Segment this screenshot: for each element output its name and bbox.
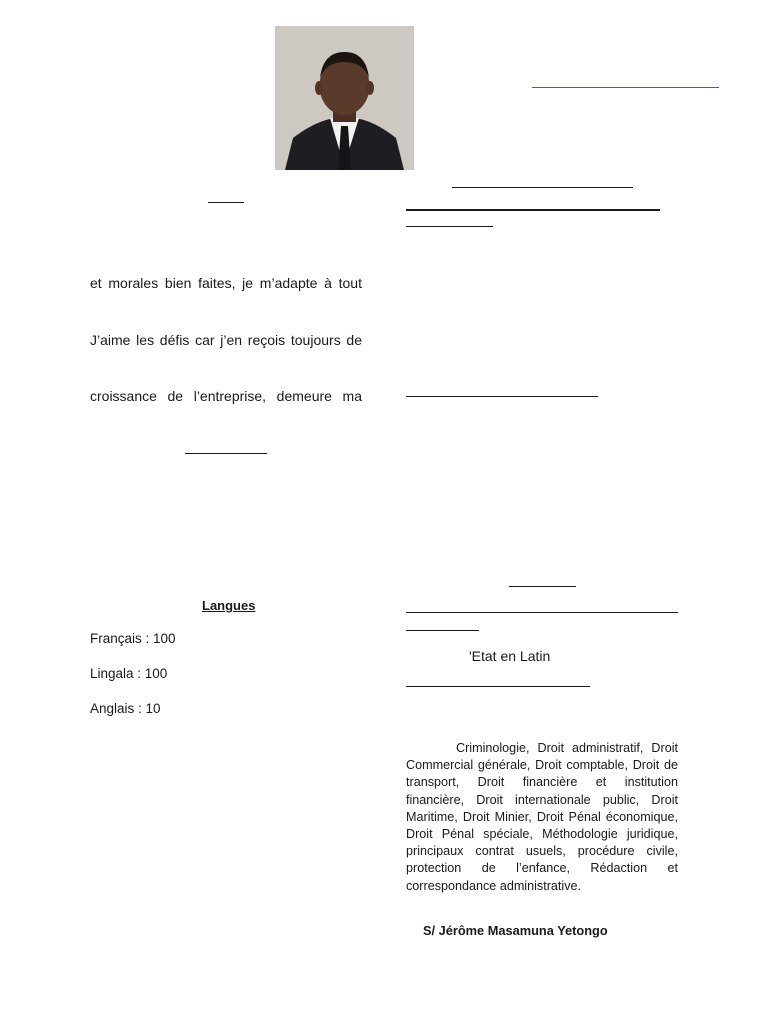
heading-underline bbox=[406, 612, 678, 613]
heading-underline bbox=[406, 226, 493, 227]
heading-underline bbox=[185, 453, 267, 454]
latin-text: 'Etat en Latin bbox=[469, 648, 551, 664]
courses-text: Criminologie, Droit administratif, Droit Commercial générale, Droit comptable, Droit de transport, Droit financière et institution financière, Droit internationale public, Droit Maritime, Droit Minier, Droit Pénal économique, Droit Pénal spéciale, Méthodologie juridique, principaux contrat usuels, procédure civile, protection de l’enfance, Rédaction et correspondance administrative. bbox=[406, 741, 678, 893]
heading-underline bbox=[406, 396, 598, 397]
signature: S/ Jérôme Masamuna Yetongo bbox=[423, 923, 608, 938]
heading-underline bbox=[406, 630, 479, 631]
languages-title: Langues bbox=[202, 598, 256, 613]
heading-underline bbox=[452, 187, 633, 188]
profile-text-line: J’aime les défis car j’en reçois toujours de bbox=[90, 332, 362, 348]
heading-underline bbox=[406, 686, 590, 687]
profile-text-line: croissance de l’entreprise, demeure ma bbox=[90, 388, 362, 404]
language-item: Français : 100 bbox=[90, 631, 176, 646]
heading-underline bbox=[509, 586, 576, 587]
heading-underline bbox=[208, 202, 244, 203]
person-portrait-image bbox=[275, 26, 414, 170]
profile-text-line: et morales bien faites, je m’adapte à tout bbox=[90, 275, 362, 291]
profile-photo bbox=[275, 26, 414, 170]
language-item: Anglais : 10 bbox=[90, 701, 161, 716]
language-item: Lingala : 100 bbox=[90, 666, 168, 681]
link-underline bbox=[532, 87, 719, 88]
heading-underline bbox=[406, 209, 660, 211]
courses-paragraph bbox=[406, 740, 678, 895]
